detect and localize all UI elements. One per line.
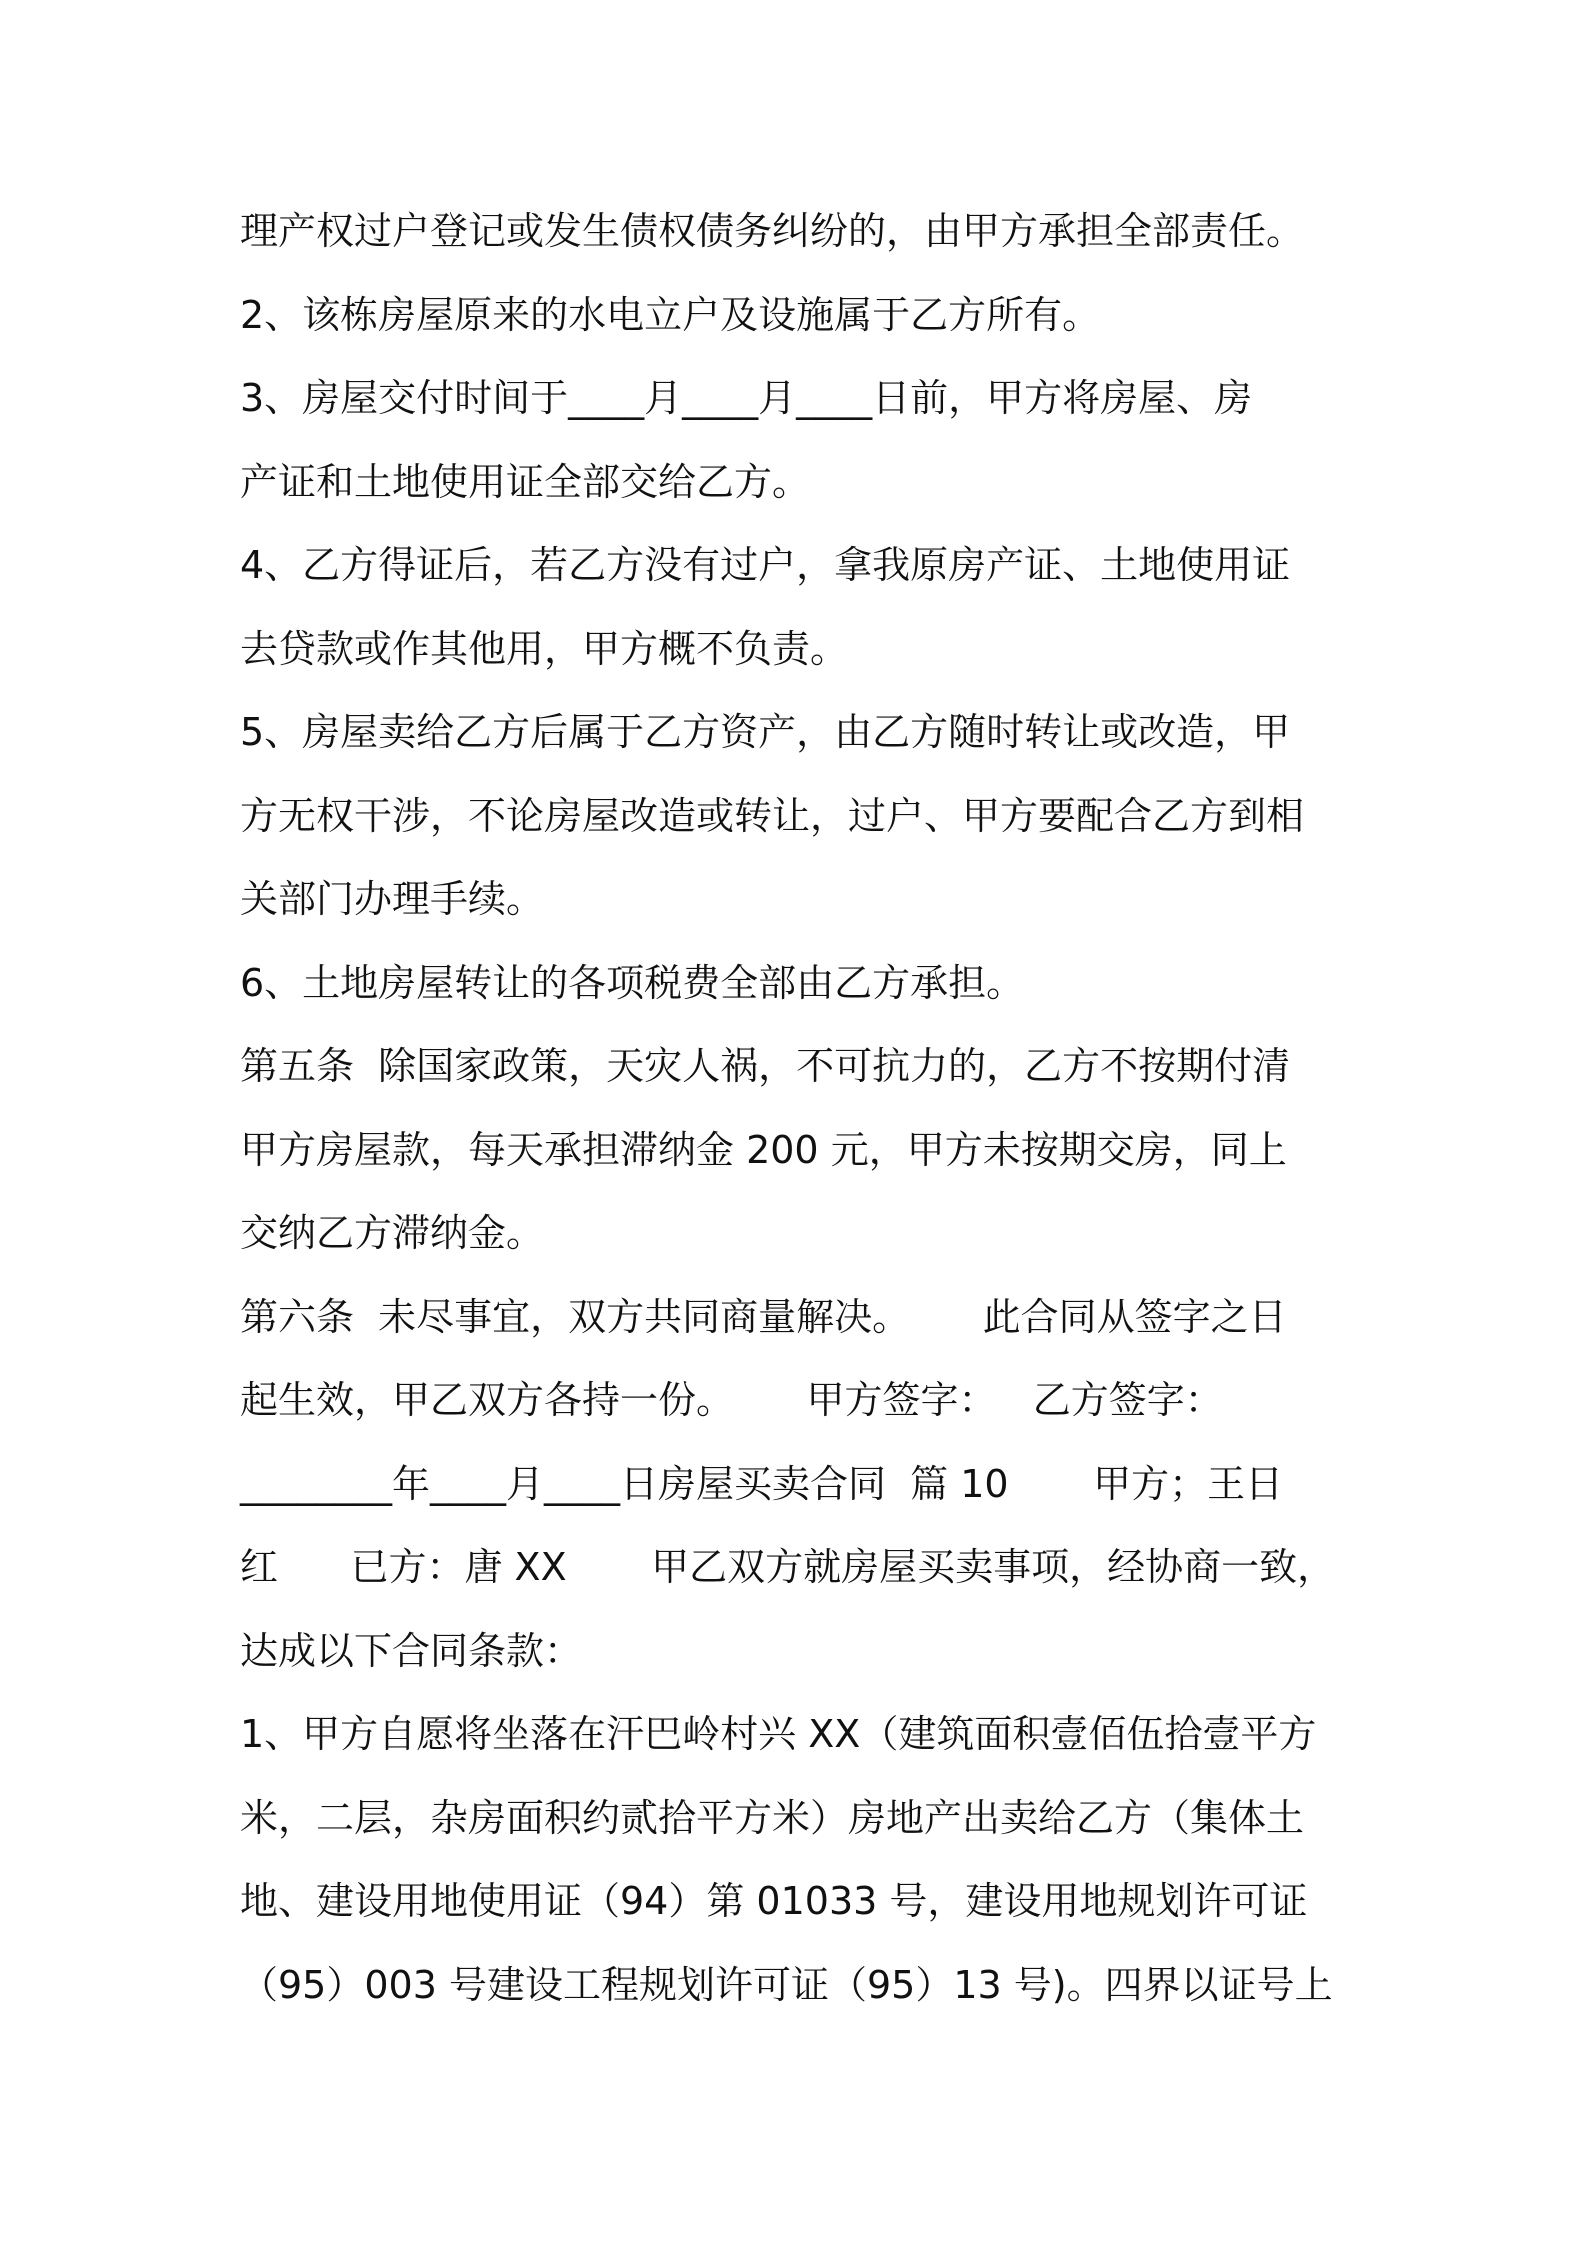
text-line: 地、建设用地使用证（94）第 01033 号，建设用地规划许可证 xyxy=(240,1879,1308,1923)
text-line: 达成以下合同条款： xyxy=(240,1628,583,1673)
text-line: 方无权干涉，不论房屋改造或转让，过户、甲方要配合乙方到相 xyxy=(240,793,1305,838)
text-line: 理产权过户登记或发生债权债务纠纷的，由甲方承担全部责任。 xyxy=(240,209,1305,253)
text-line: （95）003 号建设工程规划许可证（95）13 号)。四界以证号上 xyxy=(240,1962,1333,2007)
text-line: 3、房屋交付时间于____月____月____日前，甲方将房屋、房 xyxy=(240,376,1253,420)
text-line: 2、该栋房屋原来的水电立户及设施属于乙方所有。 xyxy=(240,292,1101,337)
text-line: 第六条 未尽事宜，双方共同商量解决。 此合同从签字之日 xyxy=(240,1294,1287,1339)
text-line: 1、甲方自愿将坐落在汗巴岭村兴 XX（建筑面积壹佰伍拾壹平方 xyxy=(240,1712,1317,1756)
text-line: 甲方房屋款，每天承担滞纳金 200 元，甲方未按期交房，同上 xyxy=(240,1127,1287,1172)
text-line: 米，二层，杂房面积约贰拾平方米）房地产出卖给乙方（集体土 xyxy=(240,1795,1305,1840)
contract-body-text xyxy=(240,190,1360,2027)
text-line: ________年____月____日房屋买卖合同 篇 10 甲方；王日 xyxy=(240,1461,1284,1506)
text-line: 6、土地房屋转让的各项税费全部由乙方承担。 xyxy=(240,960,1025,1005)
text-line: 第五条 除国家政策，天灾人祸，不可抗力的，乙方不按期付清 xyxy=(240,1044,1291,1088)
text-line: 关部门办理手续。 xyxy=(240,877,545,921)
text-line: 去贷款或作其他用，甲方概不负责。 xyxy=(240,626,849,671)
text-line: 起生效，甲乙双方各持一份。 甲方签字： 乙方签字： xyxy=(240,1378,1223,1422)
text-line: 交纳乙方滞纳金。 xyxy=(240,1211,545,1255)
text-line: 产证和土地使用证全部交给乙方。 xyxy=(240,459,811,504)
text-line: 红 已方：唐 XX 甲乙双方就房屋买卖事项，经协商一致， xyxy=(240,1545,1336,1589)
text-line: 5、房屋卖给乙方后属于乙方资产，由乙方随时转让或改造，甲 xyxy=(240,710,1291,754)
text-line: 4、乙方得证后，若乙方没有过户，拿我原房产证、土地使用证 xyxy=(240,543,1291,587)
